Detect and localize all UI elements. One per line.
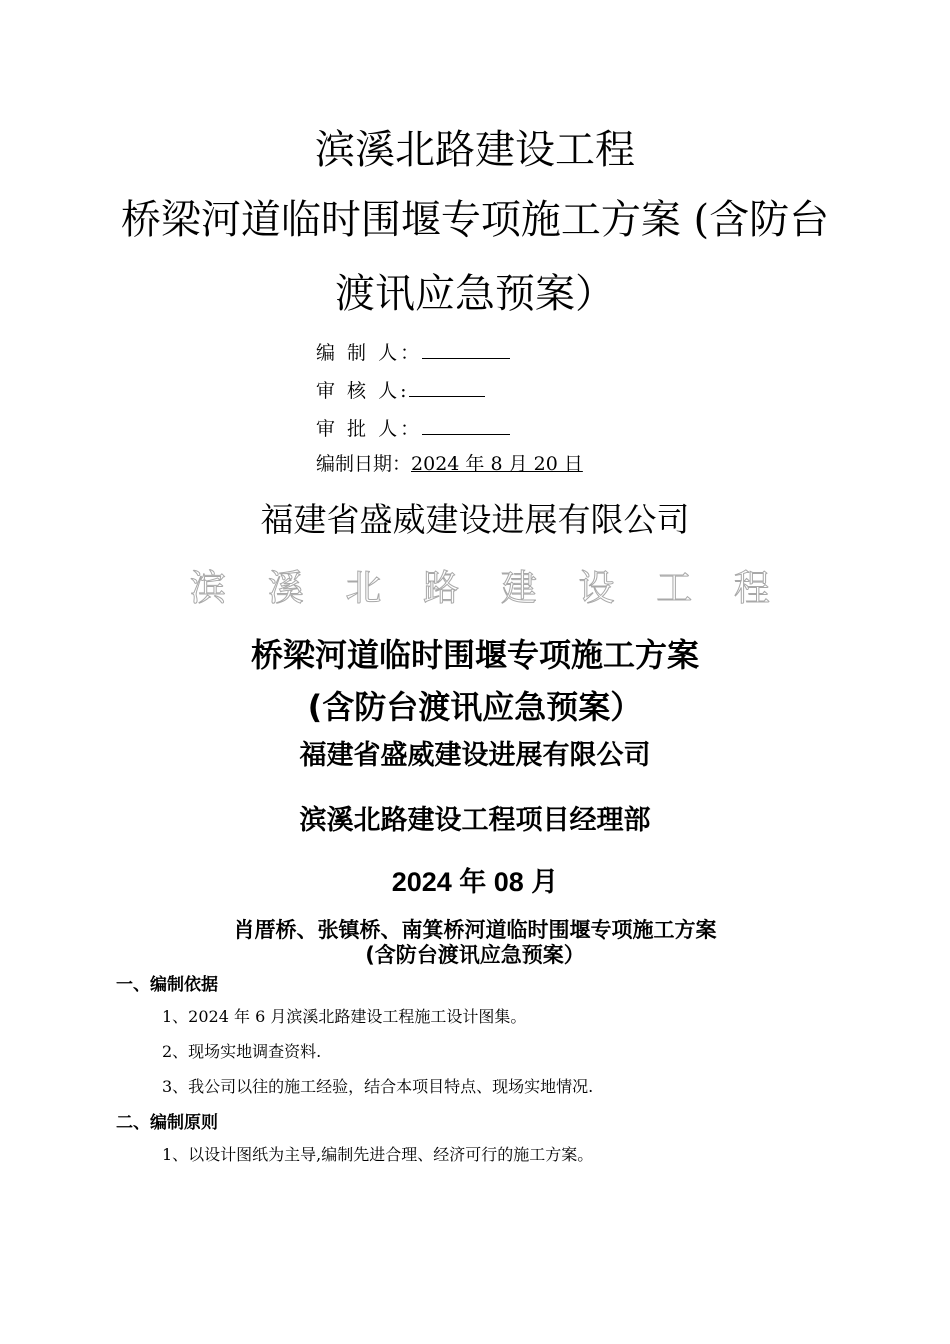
outline-char: 建 [500,568,537,609]
signature-blank [422,340,510,359]
outline-char: 北 [345,568,382,609]
outline-char: 路 [423,568,460,609]
list-item: 1、2024 年 6 月滨溪北路建设工程施工设计图集。 [162,1007,527,1026]
signature-row-compiler [316,340,510,366]
signature-blank [409,378,485,397]
outline-char: 设 [578,568,615,609]
signature-label: 编 制 人： [316,342,423,364]
signature-blank [422,416,510,435]
second-cover-department: 滨溪北路建设工程项目经理部 [299,805,651,836]
date-value: 2024 年 8 月 20 日 [411,453,583,475]
cover-title-line-2: 桥梁河道临时围堰专项施工方案 (含防台 [120,197,830,243]
second-cover-subtitle: (含防台渡讯应急预案） [307,688,643,726]
outline-char: 工 [656,568,693,609]
signature-row-reviewer [316,378,485,404]
list-item: 3、我公司以往的施工经验，结合本项目特点、现场实地情况. [162,1077,594,1096]
outline-char: 程 [733,568,770,609]
outline-char: 滨 [190,568,227,609]
second-cover-company: 福建省盛威建设进展有限公司 [299,740,651,771]
second-cover-date: 2024 年 08 月 [391,867,559,897]
section-heading-basis: 一、编制依据 [116,975,218,995]
signature-label: 审 核 人: [316,380,410,402]
second-cover-title: 桥梁河道临时围堰专项施工方案 [250,636,699,674]
signature-row-approver [316,416,510,442]
date-label: 编制日期： [316,453,412,475]
list-item: 2、现场实地调查资料. [162,1042,322,1061]
compile-date-row [316,452,583,477]
doc-title-line-2: (含防台渡讯应急预案） [365,943,585,967]
section-heading-principles: 二、编制原则 [116,1113,218,1133]
outline-char: 溪 [267,568,304,609]
list-item: 1、以设计图纸为主导,编制先进合理、经济可行的施工方案。 [162,1145,594,1164]
cover-title-line-1: 滨溪北路建设工程 [315,127,635,173]
cover-company: 福建省盛威建设进展有限公司 [260,500,690,539]
doc-title-line-1: 肖厝桥、张镇桥、南箕桥河道临时围堰专项施工方案 [233,918,717,942]
cover-title-line-3: 渡讯应急预案） [335,271,615,317]
outline-project-title [190,560,770,611]
signature-label: 审 批 人： [316,418,423,440]
